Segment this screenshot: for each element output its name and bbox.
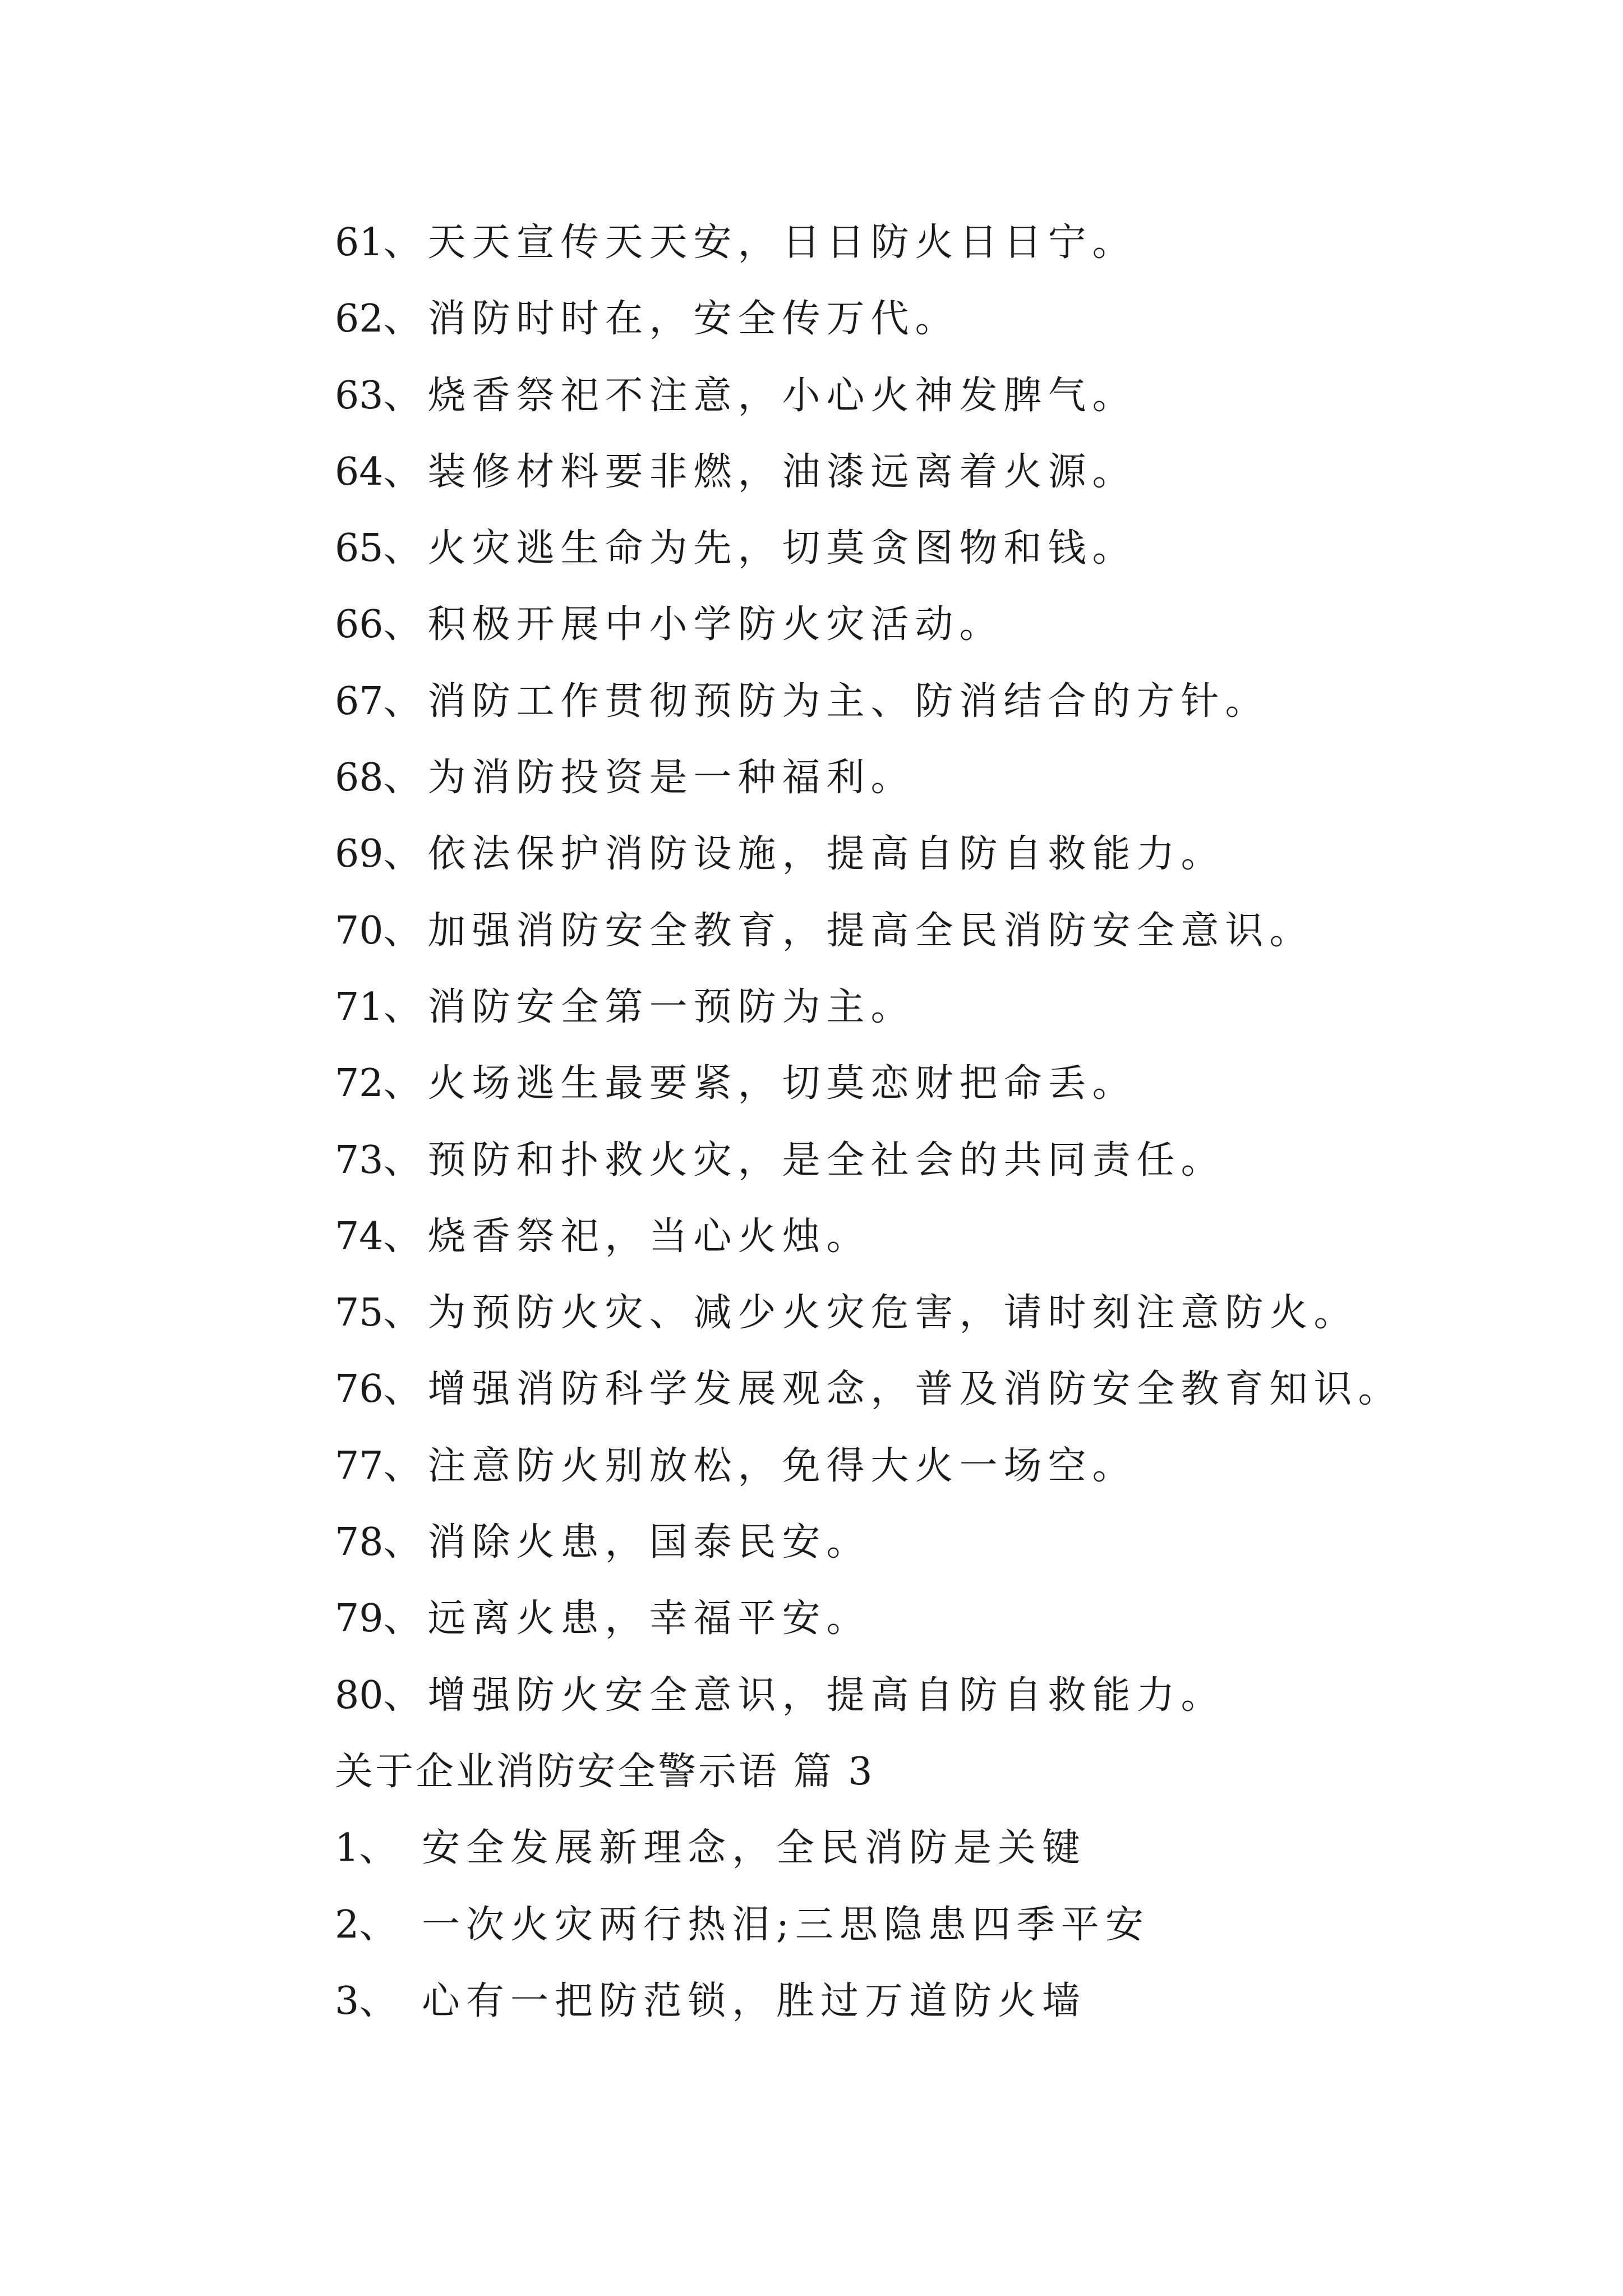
list-item	[335, 1658, 1541, 1734]
list-item	[335, 740, 1541, 816]
list-item	[335, 434, 1541, 510]
item-text: 、注意防火别放松，免得大火一场空。	[383, 1443, 1137, 1488]
item-text: 、天天宣传天天安，日日防火日日宁。	[383, 220, 1137, 265]
item-number: 2、	[335, 1902, 398, 1947]
list-item	[335, 587, 1541, 663]
item-number: 76	[335, 1367, 384, 1412]
list-item	[335, 1428, 1541, 1504]
item-number: 80	[335, 1673, 384, 1718]
item-text: 、消防安全第一预防为主。	[383, 984, 915, 1029]
item-number: 69	[335, 832, 384, 877]
list-item	[335, 1581, 1541, 1657]
item-text: 、消除火患，国泰民安。	[383, 1520, 871, 1565]
list-item	[335, 205, 1541, 281]
item-number: 71	[335, 984, 384, 1029]
section-heading: 关于企业消防安全警示语 篇 3	[335, 1749, 875, 1794]
list-item	[335, 510, 1541, 587]
item-number: 73	[335, 1138, 384, 1182]
item-text: 、烧香祭祀，当心火烛。	[383, 1214, 871, 1259]
list-item	[335, 1887, 1541, 1963]
item-number: 79	[335, 1596, 384, 1641]
item-number: 3、	[335, 1978, 398, 2023]
item-number: 75	[335, 1291, 384, 1336]
list-item	[335, 1351, 1541, 1428]
item-text: 、加强消防安全教育，提高全民消防安全意识。	[383, 908, 1314, 953]
item-number: 77	[335, 1443, 384, 1488]
list-item	[335, 1275, 1541, 1351]
item-text: 、为消防投资是一种福利。	[383, 756, 915, 800]
item-text: 、预防和扑救火灾，是全社会的共同责任。	[383, 1138, 1225, 1182]
item-text: 、依法保护消防设施，提高自防自救能力。	[383, 832, 1225, 877]
item-text: 、装修材料要非燃，油漆远离着火源。	[383, 449, 1137, 494]
item-text: 、增强消防科学发展观念，普及消防安全教育知识。	[383, 1367, 1403, 1412]
item-number: 78	[335, 1520, 384, 1565]
list-item	[335, 1199, 1541, 1275]
item-number: 61	[335, 220, 384, 265]
item-text: 安全发展新理念，全民消防是关键	[422, 1826, 1087, 1871]
item-number: 1、	[335, 1826, 398, 1871]
item-text: 、烧香祭祀不注意，小心火神发脾气。	[383, 373, 1137, 418]
item-number: 66	[335, 602, 384, 647]
item-text: 心有一把防范锁，胜过万道防火墙	[422, 1978, 1087, 2023]
item-text: 、远离火患，幸福平安。	[383, 1596, 871, 1641]
item-text: 、火灾逃生命为先，切莫贪图物和钱。	[383, 526, 1137, 571]
item-text: 、消防工作贯彻预防为主、防消结合的方针。	[383, 679, 1270, 724]
item-text: 、增强防火安全意识，提高自防自救能力。	[383, 1673, 1225, 1718]
item-number: 62	[335, 297, 384, 342]
list-item	[335, 664, 1541, 740]
item-number: 67	[335, 679, 384, 724]
item-text: 、为预防火灾、减少火灾危害，请时刻注意防火。	[383, 1291, 1358, 1336]
item-text: 、消防时时在，安全传万代。	[383, 297, 960, 342]
list-item	[335, 1046, 1541, 1122]
item-text: 、火场逃生最要紧，切莫恋财把命丢。	[383, 1061, 1137, 1106]
item-number: 64	[335, 449, 384, 494]
list-item	[335, 281, 1541, 357]
list-item	[335, 969, 1541, 1046]
list-item	[335, 1963, 1541, 2040]
item-text: 、积极开展中小学防火灾活动。	[383, 602, 1004, 647]
list-item	[335, 1810, 1541, 1887]
list-item	[335, 893, 1541, 969]
item-text: 一次火灾两行热泪;三思隐患四季平安	[422, 1902, 1150, 1947]
list-item	[335, 358, 1541, 434]
item-number: 72	[335, 1061, 384, 1106]
item-number: 68	[335, 756, 384, 800]
item-number: 74	[335, 1214, 384, 1259]
list-item	[335, 1122, 1541, 1199]
slogan-list	[335, 205, 1541, 2040]
item-number: 65	[335, 526, 384, 571]
item-number: 63	[335, 373, 384, 418]
list-item	[335, 1504, 1541, 1581]
item-number: 70	[335, 908, 384, 953]
list-item	[335, 816, 1541, 892]
